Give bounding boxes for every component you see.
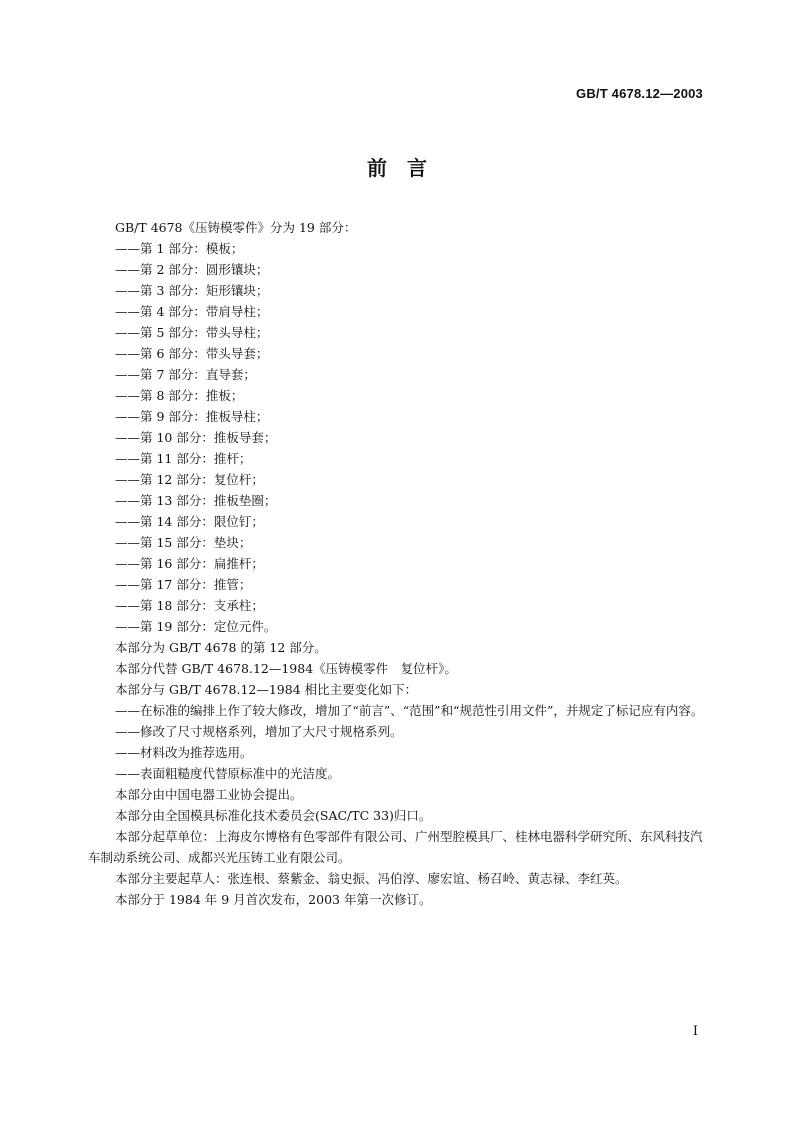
- list-item: ——修改了尺寸规格系列，增加了大尺寸规格系列。: [115, 724, 403, 739]
- list-item: ——第 5 部分：带头导柱；: [115, 325, 269, 340]
- intro-paragraph: GB/T 4678《压铸模零件》分为 19 部分：: [115, 220, 357, 235]
- page-title: 前 言: [367, 156, 427, 180]
- list-item: ——第 11 部分：推杆；: [115, 451, 252, 466]
- list-item: ——第 1 部分：模板；: [115, 241, 244, 256]
- list-item: ——第 14 部分：限位钉；: [115, 514, 264, 529]
- parts-list: [88, 238, 706, 637]
- managed-paragraph: 本部分由全国模具标准化技术委员会(SAC/TC 33)归口。: [115, 808, 432, 823]
- replaces-paragraph: 本部分代替 GB/T 4678.12—1984《压铸模零件 复位杆》。: [115, 661, 457, 676]
- drafting-units-paragraph: 本部分起草单位：上海皮尔博格有色零部件有限公司、广州型腔模具厂、桂林电器科学研究所、东风科技汽车制动系统公司、成都兴光压铸工业有限公司。: [88, 829, 703, 865]
- list-item: ——第 3 部分：矩形镶块；: [115, 283, 269, 298]
- proposed-paragraph: 本部分由中国电器工业协会提出。: [115, 787, 303, 802]
- history-paragraph: 本部分于 1984 年 9 月首次发布，2003 年第一次修订。: [115, 892, 432, 907]
- list-item: ——第 13 部分：推板垫圈；: [115, 493, 277, 508]
- list-item: ——第 18 部分：支承柱；: [115, 598, 264, 613]
- list-item: ——第 4 部分：带肩导柱；: [115, 304, 269, 319]
- changes-intro-paragraph: 本部分与 GB/T 4678.12—1984 相比主要变化如下：: [115, 682, 418, 697]
- list-item: ——第 12 部分：复位杆；: [115, 472, 264, 487]
- list-item: ——第 7 部分：直导套；: [115, 367, 256, 382]
- list-item: ——第 6 部分：带头导套；: [115, 346, 269, 361]
- list-item: ——第 10 部分：推板导套；: [115, 430, 277, 445]
- changes-list: [88, 700, 706, 784]
- list-item: ——表面粗糙度代替原标准中的光洁度。: [115, 766, 341, 781]
- list-item: ——在标准的编排上作了较大修改，增加了“前言”、“范围”和“规范性引用文件”，并规定了标记应有内容。: [115, 703, 704, 718]
- list-item: ——第 16 部分：扁推杆；: [115, 556, 264, 571]
- list-item: ——材料改为推荐选用。: [115, 745, 253, 760]
- foreword-body: [88, 217, 706, 910]
- part-of-paragraph: 本部分为 GB/T 4678 的第 12 部分。: [115, 640, 327, 655]
- list-item: ——第 2 部分：圆形镶块；: [115, 262, 269, 277]
- list-item: ——第 17 部分：推管；: [115, 577, 252, 592]
- list-item: ——第 19 部分：定位元件。: [115, 619, 277, 634]
- list-item: ——第 8 部分：推板；: [115, 388, 244, 403]
- list-item: ——第 15 部分：垫块；: [115, 535, 252, 550]
- standard-code: GB/T 4678.12—2003: [576, 86, 703, 101]
- list-item: ——第 9 部分：推板导柱；: [115, 409, 269, 424]
- drafters-paragraph: 本部分主要起草人：张连根、蔡紫金、翁史振、冯伯淳、廖宏谊、杨召岭、黄志禄、李红英。: [115, 871, 628, 886]
- page-number: I: [692, 1024, 698, 1039]
